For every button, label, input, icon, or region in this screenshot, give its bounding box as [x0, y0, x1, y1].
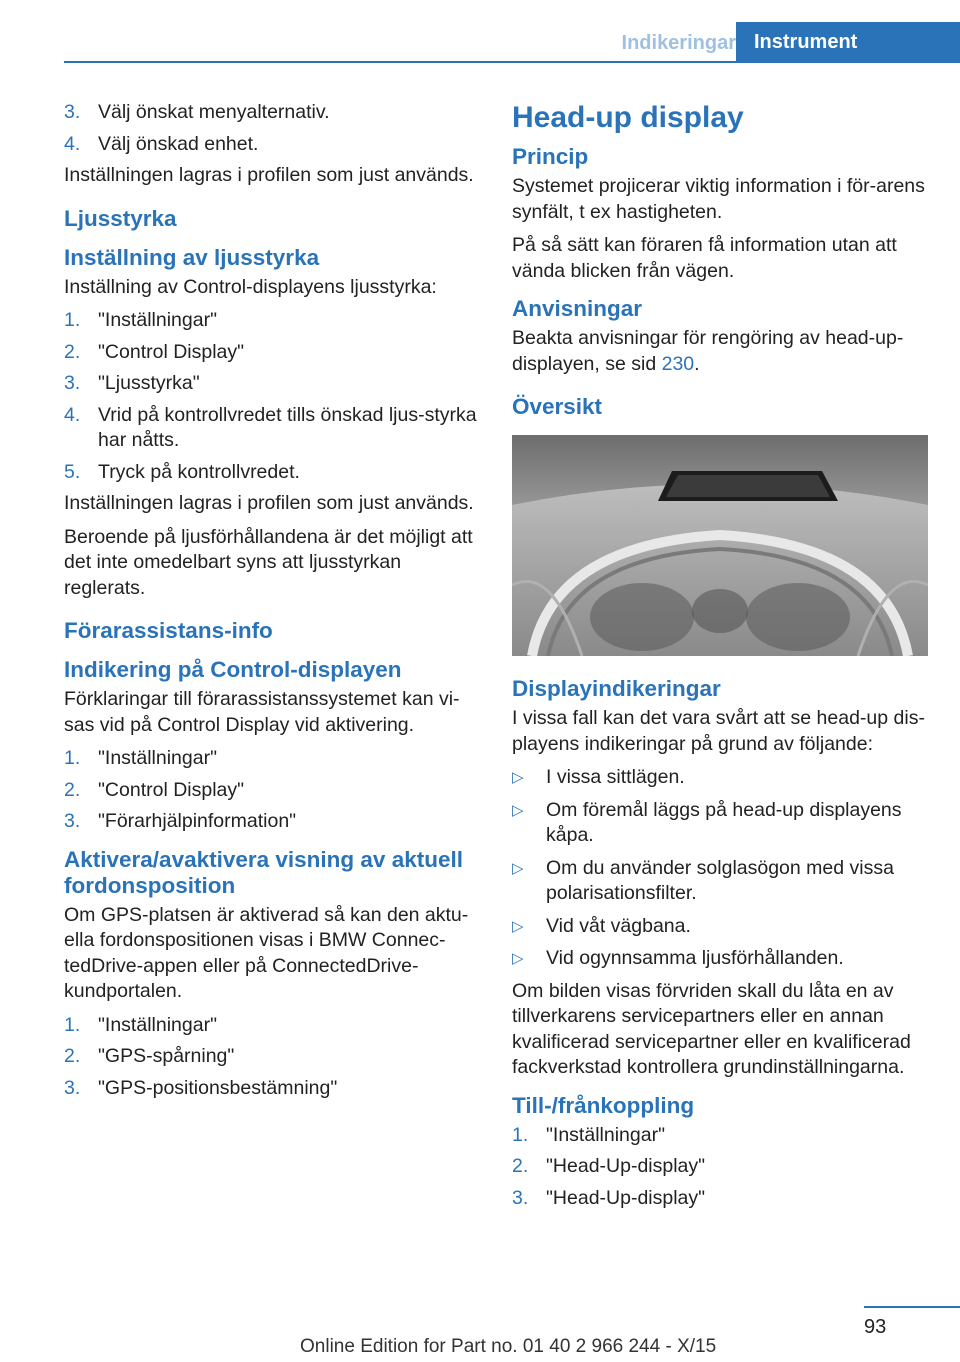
subsection-heading: Indikering på Control-displayen: [64, 657, 402, 682]
section-heading-oversikt: Översikt: [512, 394, 603, 419]
triangle-right-icon: ▷: [512, 801, 524, 819]
page-title: Head-up display: [512, 101, 744, 134]
step-number: 3.: [64, 1076, 81, 1099]
paragraph-text: Beakta anvisningar för rengöring av head-up-displayen, se sid: [512, 327, 904, 375]
step-number: 4.: [64, 132, 81, 155]
list-item: [64, 371, 484, 397]
step-text: "Inställningar": [546, 1123, 665, 1146]
bullet-text: I vissa sittlägen.: [546, 766, 685, 788]
list-item: [64, 132, 484, 158]
paragraph: Systemet projicerar viktig information i för-arens synfält, t ex hastigheten.: [512, 175, 925, 223]
page-link[interactable]: 230: [661, 352, 695, 375]
paragraph: Beroende på ljusförhållandena är det möjligt att det inte omedelbart syns att ljusstyrkan reglerats.: [64, 525, 473, 599]
list-item: [512, 1123, 932, 1149]
step-text: "Control Display": [98, 778, 245, 801]
bullet-text: Om föremål läggs på head-up displayens kåpa.: [546, 798, 902, 846]
step-number: 3.: [64, 810, 81, 832]
paragraph: Om GPS-platsen är aktiverad så kan den aktu-ella fordonspositionen visas i BMW Connec-tedDrive-appen eller på ConnectedDrive-kundportalen.: [64, 903, 469, 1002]
step-text: "GPS-spårning": [98, 1045, 235, 1067]
list-item: [64, 809, 484, 835]
steps-list-brightness: [64, 308, 484, 485]
left-column: [64, 100, 484, 1107]
step-number: 2.: [64, 778, 81, 801]
paragraph: I vissa fall kan det vara svårt att se head-up dis-playens indikeringar på grund av följande:: [512, 707, 925, 755]
step-text: Vrid på kontrollvredet tills önskad ljus-styrka har nåtts.: [98, 403, 477, 451]
hud-dashboard-image: [512, 435, 928, 656]
list-item: [512, 798, 932, 849]
subsection-heading: Inställning av ljusstyrka: [64, 244, 320, 270]
paragraph: Inställningen lagras i profilen som just används.: [64, 492, 474, 514]
dashboard-illustration: [512, 435, 928, 656]
step-text: "Control Display": [98, 340, 245, 363]
paragraph: Om bilden visas förvriden skall du låta en av tillverkarens servicepartners eller en annan kvalificerad servicepartner eller en kvalificerad fackverkstad kontrollera grundinställningarna.: [512, 979, 911, 1078]
steps-list-top: [64, 100, 484, 157]
list-item: [64, 778, 484, 804]
tab-indikeringar[interactable]: Indikeringar: [621, 32, 736, 54]
list-item: [512, 856, 932, 907]
bullet-text: Vid våt vägbana.: [546, 914, 691, 937]
list-item: [64, 403, 484, 454]
section-heading-forarassistans: Förarassistans-info: [64, 618, 273, 643]
step-number: 1.: [64, 309, 81, 331]
list-item: [512, 914, 932, 940]
tab-instrument[interactable]: Instrument: [736, 22, 960, 61]
triangle-right-icon: ▷: [512, 769, 524, 786]
paragraph: [512, 326, 932, 377]
list-item: [64, 1013, 484, 1039]
step-text: "GPS-positionsbestämning": [98, 1076, 338, 1099]
paragraph: Inställningen lagras i profilen som just används.: [64, 164, 474, 186]
step-number: 3.: [512, 1186, 529, 1209]
step-text: Välj önskat menyalternativ.: [98, 101, 330, 123]
bullet-text: Vid ogynnsamma ljusförhållanden.: [546, 947, 844, 969]
step-text: "Inställningar": [98, 1013, 217, 1036]
edition-text: Online Edition for Part no. 01 40 2 966 244 - X/15: [300, 1336, 717, 1357]
step-text: Välj önskad enhet.: [98, 132, 259, 155]
step-text: "Förarhjälpinformation": [98, 810, 297, 832]
step-number: 5.: [64, 460, 81, 483]
section-heading-ljusstyrka: Ljusstyrka: [64, 205, 177, 231]
subsection-heading: Aktivera/avaktivera visning av aktuell fordonsposition: [64, 846, 463, 898]
list-item: [512, 1154, 932, 1180]
steps-list-driver: [64, 746, 484, 835]
list-item: [512, 765, 932, 791]
subsection-heading: Displayindikeringar: [512, 676, 721, 701]
right-column: [512, 100, 932, 1217]
list-item: [64, 746, 484, 772]
step-text: Tryck på kontrollvredet.: [98, 460, 300, 483]
bullet-text: Om du använder solglasögon med vissa polarisationsfilter.: [546, 856, 894, 904]
step-text: "Ljusstyrka": [98, 372, 200, 394]
header-rule: [64, 61, 960, 63]
triangle-right-icon: ▷: [512, 859, 524, 877]
paragraph: På så sätt kan föraren få information utan att vända blicken från vägen.: [512, 234, 897, 282]
step-number: 2.: [512, 1155, 529, 1177]
steps-list-gps: [64, 1013, 484, 1102]
list-item: [512, 946, 932, 972]
list-item: [512, 1186, 932, 1212]
subsection-heading: Princip: [512, 144, 589, 169]
list-item: [64, 340, 484, 366]
steps-list-toggle: [512, 1123, 932, 1212]
step-number: 3.: [64, 372, 81, 394]
step-number: 3.: [64, 101, 81, 123]
subsection-heading: Anvisningar: [512, 296, 643, 321]
step-number: 4.: [64, 403, 81, 426]
triangle-right-icon: ▷: [512, 950, 524, 967]
step-text: "Head-Up-display": [546, 1155, 706, 1177]
paragraph-text: .: [694, 352, 700, 375]
footer-rule: [864, 1306, 960, 1308]
step-number: 2.: [64, 340, 81, 363]
step-text: "Head-Up-display": [546, 1186, 706, 1209]
step-number: 1.: [512, 1123, 529, 1146]
page-number: 93: [864, 1316, 887, 1338]
step-number: 2.: [64, 1045, 81, 1067]
step-number: 1.: [64, 1013, 81, 1036]
triangle-right-icon: ▷: [512, 917, 524, 935]
list-item: [64, 460, 484, 486]
list-item: [64, 308, 484, 334]
list-item: [64, 100, 484, 126]
list-item: [64, 1044, 484, 1070]
subsection-heading: Till-/frånkoppling: [512, 1092, 695, 1118]
bullet-list: [512, 765, 932, 972]
step-number: 1.: [64, 747, 81, 769]
paragraph: Inställning av Control-displayens ljusstyrka:: [64, 275, 437, 298]
step-text: "Inställningar": [98, 309, 217, 331]
step-text: "Inställningar": [98, 747, 217, 769]
paragraph: Förklaringar till förarassistanssystemet kan vi-sas vid på Control Display vid aktivering.: [64, 688, 460, 736]
list-item: [64, 1076, 484, 1102]
page-header: [0, 0, 960, 62]
